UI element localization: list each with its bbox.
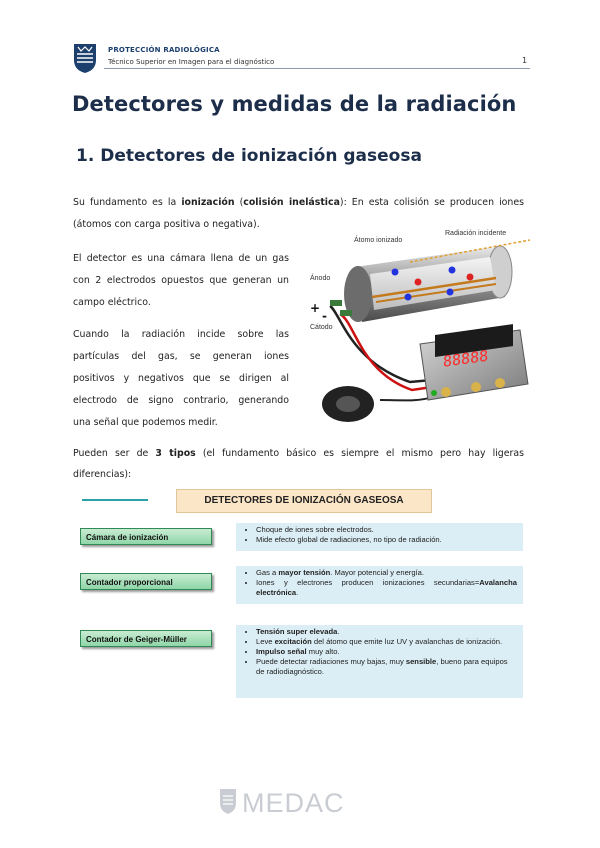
- list-item: [256, 637, 517, 647]
- meter-display: 88888: [443, 346, 489, 371]
- page-title: Detectores y medidas de la radiación: [72, 92, 517, 116]
- paragraph-fundamento-line2: (átomos con carga positiva o negativa).: [73, 219, 260, 230]
- plus-sign: +: [310, 301, 321, 315]
- bold-text: sensible: [405, 657, 437, 666]
- list-item: [256, 568, 517, 578]
- description-contador-proporcional: [236, 566, 523, 604]
- bold-text: ionización: [181, 197, 235, 208]
- text: Puede detectar radiaciones muy bajas, muy: [256, 657, 406, 666]
- text: Su fundamento es la: [73, 197, 182, 208]
- medac-footer-watermark: [216, 783, 376, 823]
- text: Leve: [256, 637, 275, 646]
- bold-text: excitación: [274, 637, 312, 646]
- footer-brand: MEDAC: [242, 788, 345, 818]
- ionization-chamber-figure: [300, 222, 532, 424]
- text-line: positivos y negativos que se dirigen al: [73, 373, 289, 384]
- paragraph-tipos: [73, 443, 524, 465]
- table-title: DETECTORES DE IONIZACIÓN GASEOSA: [176, 489, 432, 513]
- list-item: [256, 657, 517, 677]
- text: , bueno para equipos de radiodiagnóstico.: [256, 657, 508, 676]
- text: (el fundamento básico es siempre el mismo pero hay ligeras: [195, 448, 524, 459]
- bold-text: 3 tipos: [155, 448, 196, 459]
- list-item: [256, 647, 517, 657]
- list-item: [256, 578, 517, 598]
- text: Gas a: [256, 568, 279, 577]
- text-line: El detector es una cámara llena de un gas: [73, 253, 289, 264]
- list-item: • Mide efecto global de radiaciones, no tipo de radiación.: [256, 535, 517, 545]
- table-accent-line: [82, 499, 148, 501]
- medac-shield-logo: [72, 42, 98, 74]
- list-item: [256, 627, 517, 637]
- category-camara-ionizacion: Cámara de ionización: [80, 528, 212, 545]
- chamber-cylinder: [344, 240, 530, 322]
- text-line: campo eléctrico.: [73, 297, 151, 308]
- category-contador-proporcional: Contador proporcional: [80, 573, 212, 590]
- label-catodo: Cátodo: [310, 324, 333, 331]
- text-line: partículas del gas, se generan iones: [73, 351, 289, 362]
- text-line: una señal que podemos medir.: [73, 417, 218, 428]
- paragraph-detector: [73, 248, 289, 314]
- text: del átomo que emite luz UV y avalanchas de ionización.: [311, 637, 503, 646]
- text-line: Cuando la radiación incide sobre las: [73, 329, 289, 340]
- header-divider: [104, 68, 530, 69]
- label-anodo: Ánodo: [310, 275, 331, 282]
- bold-text: Tensión super elevada: [256, 627, 338, 636]
- list-item: • Choque de iones sobre electrodos.: [256, 525, 517, 535]
- text: .: [337, 627, 340, 636]
- header-subtitle: Técnico Superior en Imagen para el diagnóstico: [108, 58, 275, 66]
- meter-device: [420, 324, 528, 400]
- speaker: [322, 386, 374, 422]
- paragraph-fundamento: [73, 192, 524, 214]
- footer-shield-icon: [220, 789, 236, 814]
- paragraph-radiacion: [73, 324, 289, 434]
- bold-text: colisión inelástica: [243, 197, 340, 208]
- section-heading: 1. Detectores de ionización gaseosa: [76, 146, 422, 166]
- bold-text: Avalancha electrónica: [256, 578, 517, 597]
- description-camara-ionizacion: [236, 523, 523, 551]
- bold-text: Impulso señal: [256, 647, 307, 656]
- page-number: 1: [522, 56, 528, 65]
- text: ): En esta colisión se producen iones: [339, 197, 525, 208]
- text: muy alto.: [306, 647, 340, 656]
- minus-sign: -: [322, 309, 327, 323]
- text: . Mayor potencial y energía.: [330, 568, 424, 577]
- text: (: [234, 197, 244, 208]
- category-contador-geiger-muller: Contador de Geiger-Müller: [80, 630, 212, 647]
- paragraph-tipos-line2: diferencias):: [73, 469, 132, 480]
- text: .: [296, 588, 299, 597]
- text-line: con 2 electrodos opuestos que generan un: [73, 275, 289, 286]
- bold-text: mayor tensión: [278, 568, 331, 577]
- text: Pueden ser de: [73, 448, 156, 459]
- text-line: electrodo de signo contrario, generando: [73, 395, 289, 406]
- header-title: PROTECCIÓN RADIOLÓGICA: [108, 46, 220, 54]
- label-radiacion-incidente: Radiación incidente: [445, 230, 507, 237]
- description-contador-geiger-muller: [236, 625, 523, 698]
- label-atomo-ionizado: Átomo ionizado: [354, 237, 403, 244]
- text: Iones y electrones producen ionizaciones secundarias=: [256, 578, 480, 587]
